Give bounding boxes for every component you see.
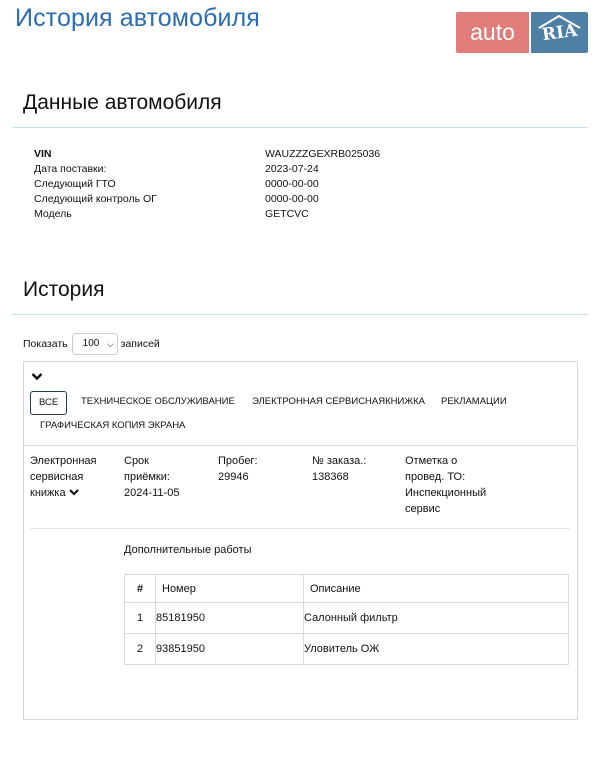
history-heading: История (23, 278, 105, 301)
column-header-number[interactable]: Номер (156, 575, 304, 603)
record-type-line: книжка (30, 485, 118, 501)
record-type-line: сервисная (30, 471, 84, 483)
info-value: 0000-00-00 (265, 193, 319, 205)
record-type-cell[interactable] (30, 453, 118, 501)
chevron-down-icon (69, 488, 79, 496)
record-date-label-line: Срок (124, 455, 149, 467)
row-part-number: 93851950 (156, 634, 304, 665)
record-note-line: сервис (405, 503, 441, 515)
logo-ria-badge (531, 12, 588, 53)
record-note-line: Отметка о (405, 455, 458, 467)
info-row-model (34, 207, 434, 222)
info-value: WAUZZZGEXRB025036 (265, 148, 381, 160)
column-header-index[interactable]: # (125, 575, 156, 603)
record-date-label-line: приёмки: (124, 471, 170, 483)
row-index: 1 (125, 603, 156, 634)
section-divider (12, 314, 588, 315)
info-label: Следующий контроль ОГ (34, 193, 157, 205)
info-value: 0000-00-00 (265, 178, 319, 190)
tab-all[interactable]: ВСЕ (30, 391, 67, 415)
row-description: Салонный фильтр (304, 603, 569, 634)
info-label: Следующий ГТО (34, 178, 116, 190)
record-order-value: 138368 (312, 471, 349, 483)
logo-ria-text: RIA (540, 20, 579, 45)
info-row-vin (34, 147, 434, 162)
entries-length-control (23, 333, 160, 355)
record-mileage-value: 29946 (218, 471, 249, 483)
logo-auto-text: auto (456, 12, 529, 53)
extra-works-table (124, 574, 569, 665)
tab-screen-copy[interactable]: ГРАФИЧЕСКАЯ КОПИЯ ЭКРАНА (40, 420, 186, 431)
vehicle-info-list (34, 147, 434, 222)
table-row (125, 603, 569, 634)
record-order-cell (312, 453, 402, 485)
record-note-line: Инспекционный (405, 487, 487, 499)
info-label: Дата поставки: (34, 163, 107, 175)
table-row (125, 634, 569, 665)
entries-suffix-label: записей (120, 338, 160, 350)
table-header-row (125, 575, 569, 603)
entries-per-page-select[interactable] (72, 333, 118, 355)
collapse-chevron-icon[interactable] (31, 372, 43, 384)
section-divider (12, 127, 588, 128)
record-divider (30, 528, 570, 529)
record-order-label: № заказа.: (312, 455, 367, 467)
record-mileage-cell (218, 453, 308, 485)
record-note-line: провед. ТО: (405, 471, 466, 483)
info-value: 2023-07-24 (265, 163, 319, 175)
column-header-description[interactable]: Описание (304, 575, 569, 603)
tab-electronic-service-book[interactable]: ЭЛЕКТРОННАЯ СЕРВИСНАЯКНИЖКА (252, 396, 425, 407)
info-row-next-emission-check (34, 192, 434, 207)
panel-divider (24, 445, 577, 446)
info-value: GETCVC (265, 208, 309, 220)
entries-prefix-label: Показать (23, 338, 68, 350)
record-date-value: 2024-11-05 (124, 487, 180, 499)
vehicle-data-heading: Данные автомобиля (23, 91, 222, 114)
info-label: VIN (34, 148, 52, 160)
tab-complaints[interactable]: РЕКЛАМАЦИИ (441, 396, 507, 407)
info-label: Модель (34, 208, 72, 220)
info-row-next-inspection (34, 177, 434, 192)
tab-maintenance[interactable]: ТЕХНИЧЕСКОЕ ОБСЛУЖИВАНИЕ (81, 396, 235, 407)
extra-works-title: Дополнительные работы (124, 544, 252, 556)
row-index: 2 (125, 634, 156, 665)
entries-select-value: 100 (82, 338, 100, 349)
row-part-number: 85181950 (156, 603, 304, 634)
chevron-down-icon: ⌵ (106, 339, 114, 349)
record-note-cell (405, 453, 515, 517)
record-type-line: Электронная (30, 455, 97, 467)
record-mileage-label: Пробег: (218, 455, 258, 467)
row-description: Уловитель ОЖ (304, 634, 569, 665)
record-date-cell (124, 453, 214, 501)
info-row-delivery-date (34, 162, 434, 177)
autoria-logo[interactable] (456, 12, 588, 53)
page-title: История автомобиля (15, 4, 260, 32)
history-panel (23, 361, 578, 720)
